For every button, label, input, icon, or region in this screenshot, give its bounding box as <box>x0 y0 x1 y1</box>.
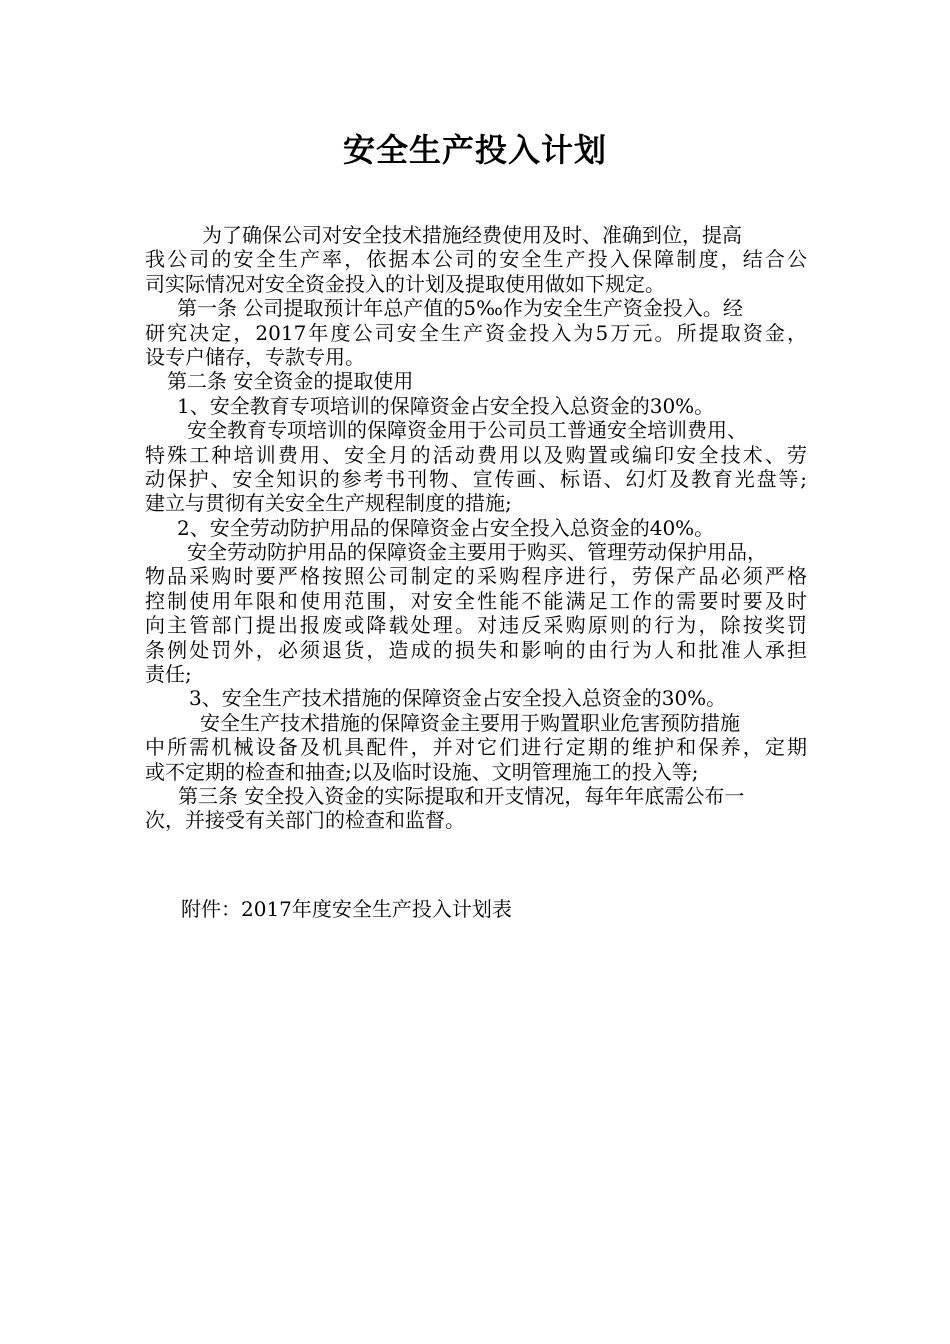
paragraph-line: 向主管部门提出报废或降载处理。对违反采购原则的行为，除按奖罚 <box>145 613 807 638</box>
paragraph-line: 特殊工种培训费用、安全月的活动费用以及购置或编印安全技术、劳 <box>145 442 807 467</box>
paragraph-line: 建立与贯彻有关安全生产规程制度的措施; <box>145 491 512 516</box>
article-3-line: 第三条 安全投入资金的实际提取和开支情况，每年年底需公布一 <box>178 783 745 808</box>
paragraph-line: 安全教育专项培训的保障资金用于公司员工普通安全培训费用、 <box>187 418 747 443</box>
paragraph-line: 安全生产技术措施的保障资金主要用于购置职业危害预防措施 <box>200 710 740 735</box>
paragraph-line: 物品采购时要严格按照公司制定的采购程序进行，劳保产品必须严格 <box>145 564 807 589</box>
paragraph-line: 设专户储存，专款专用。 <box>145 344 365 369</box>
paragraph-line: 我公司的安全生产率，依据本公司的安全生产投入保障制度，结合公 <box>145 247 807 272</box>
paragraph-line: 次，并接受有关部门的检查和监督。 <box>145 808 465 833</box>
clause-1-heading: 1、安全教育专项培训的保障资金占安全投入总资金的30%。 <box>177 393 715 418</box>
paragraph-line: 控制使用年限和使用范围，对安全性能不能满足工作的需要时要及时 <box>145 588 807 613</box>
paragraph-line: 责任; <box>145 662 192 687</box>
page-title: 安全生产投入计划 <box>342 131 607 169</box>
paragraph-line: 中所需机械设备及机具配件，并对它们进行定期的维护和保养，定期 <box>145 735 807 760</box>
document-body <box>145 223 807 833</box>
clause-2-heading: 2、安全劳动防护用品的保障资金占安全投入总资金的40%。 <box>177 515 715 540</box>
attachment-note: 附件：2017年度安全生产投入计划表 <box>181 897 512 921</box>
clause-3-heading: 3、安全生产技术措施的保障资金占安全投入总资金的30%。 <box>189 686 727 711</box>
paragraph-line: 动保护、安全知识的参考书刊物、宣传画、标语、幻灯及教育光盘等; <box>145 466 807 491</box>
paragraph-line: 为了确保公司对安全技术措施经费使用及时、准确到位，提高 <box>202 223 742 247</box>
paragraph-line: 司实际情况对安全资金投入的计划及提取使用做如下规定。 <box>145 271 665 296</box>
paragraph-line: 条例处罚外，必须退货，造成的损失和影响的由行为人和批准人承担 <box>145 637 807 662</box>
paragraph-line: 研究决定，2017年度公司安全生产资金投入为5万元。所提取资金， <box>145 320 807 345</box>
paragraph-line: 或不定期的检查和抽查;以及临时设施、文明管理施工的投入等; <box>145 759 699 784</box>
article-2-heading: 第二条 安全资金的提取使用 <box>167 369 414 394</box>
paragraph-line: 安全劳动防护用品的保障资金主要用于购买、管理劳动保护用品， <box>187 540 767 565</box>
article-1-line: 第一条 公司提取预计年总产值的5‰作为安全生产资金投入。经 <box>177 296 743 321</box>
